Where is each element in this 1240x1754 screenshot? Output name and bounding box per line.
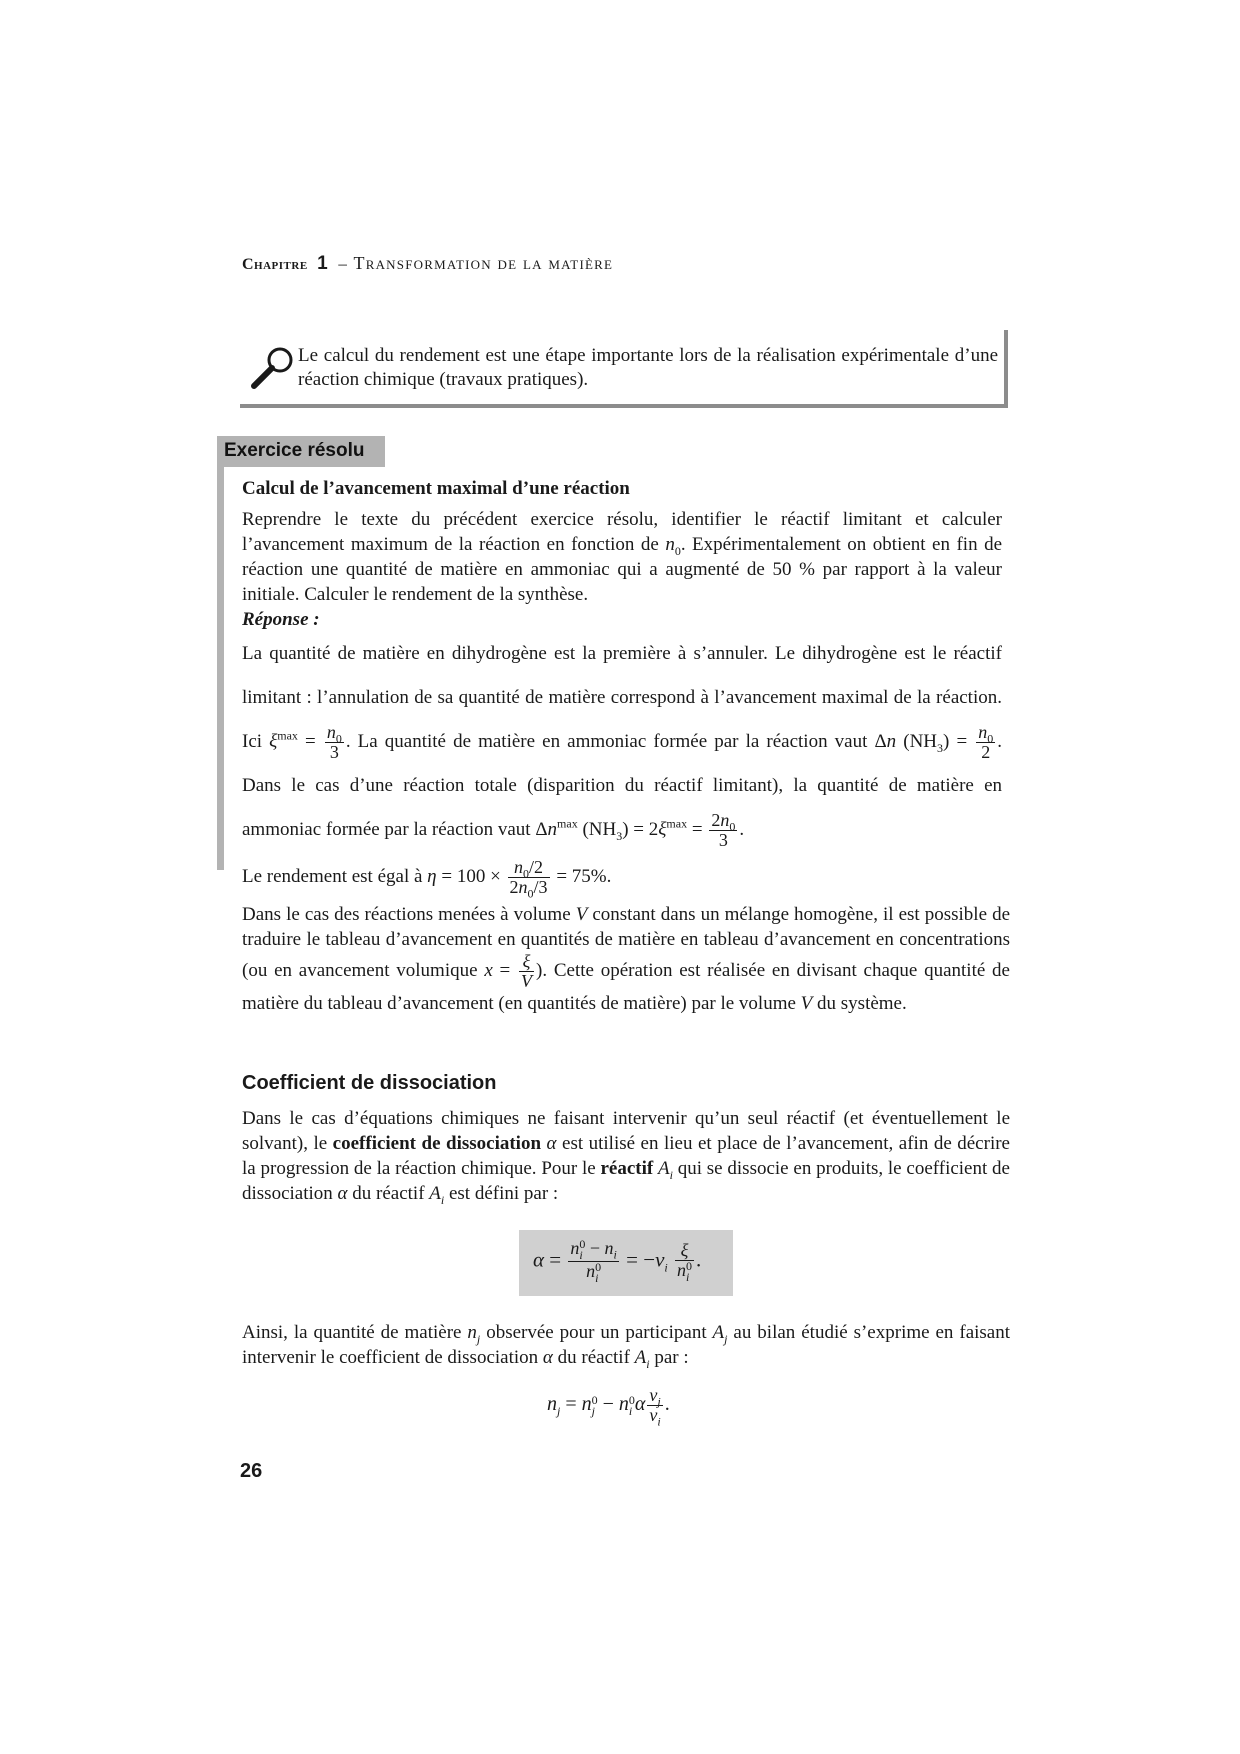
exercise-title: Calcul de l’avancement maximal d’une réaction xyxy=(242,478,630,499)
dissociation-formula-box xyxy=(519,1230,733,1296)
magnifier-icon xyxy=(250,344,298,392)
exercise-body xyxy=(242,476,1002,902)
remark-box xyxy=(240,330,1008,408)
exercise-statement: Reprendre le texte du précédent exercice résolu, identifier le réactif limitant et calculer l’avancement maximum de la réaction en fonction de $n_0$. Expérimentalement on obtient en fin de réaction une quantité de matière en ammoniac qui a augmenté de 50 % par rapport à la valeur initiale. Calculer le rendement de la synthèse. xyxy=(242,509,1003,605)
dissociation-formula: α = n 0 i − $n_i$ n 0 i = $-\nu_i$ ξ n 0 i . xyxy=(533,1237,702,1285)
page-number: 26 xyxy=(240,1460,263,1482)
exercise-side-bar xyxy=(217,467,224,870)
remark-text: Le calcul du rendement est une étape importante lors de la réalisation expérimentale d’une réaction chimique (travaux pratiques). xyxy=(298,345,998,390)
header-separator: – xyxy=(338,254,349,273)
section-heading: Coefficient de dissociation xyxy=(242,1072,497,1094)
participant-formula: $n_j = n$ 0 j − n 0 i α $\frac{\nu_j}{\nu_i}$ . xyxy=(547,1385,670,1429)
fraction: $\frac{n_0}{2}$ xyxy=(978,722,994,763)
chapter-number: 1 xyxy=(317,253,329,274)
yield-value: 75% xyxy=(571,866,607,887)
exercise-tab xyxy=(217,436,385,467)
chapter-word: Chapitre xyxy=(242,256,308,273)
running-header xyxy=(242,253,613,275)
remark-shadow-right xyxy=(1004,330,1008,408)
fraction: $\frac{\xi}{V}$ xyxy=(521,951,533,991)
fraction: $\frac{2n_0}{3}$ xyxy=(711,810,736,851)
fraction: $\frac{n_0/2}{2n_0/3}$ xyxy=(509,857,548,901)
chapter-title: Transformation de la matière xyxy=(353,253,614,273)
yield-line: Le rendement est égal à η = 100 × $\frac{n_0/2}{2n_0/3}$ = 75%. xyxy=(242,857,612,901)
exercise-tab-label: Exercice résolu xyxy=(224,440,365,461)
answer-label: Réponse : xyxy=(242,609,320,630)
fraction: $\frac{n_0}{3}$ xyxy=(326,722,342,763)
paragraph-volumic-advancement: Dans le cas des réactions menées à volume V constant dans un mélange homogène, il est possible de traduire le tableau d’avancement en quantités de matière en tableau d’avancement en concentrations (ou en avancement volumique x = $\frac{\xi}{V}$ ). Cette opération est réalisée en divisant chaque quantité de matière du tableau d’avancement (en quantités de matière) par le volume V du système. xyxy=(242,904,1010,1014)
paragraph-participant: Ainsi, la quantité de matière $n_j$ observée pour un participant $A_j$ au bilan étudié s’exprime en faisant intervenir le coefficient de dissociation α du réactif $A_i$ par : xyxy=(242,1322,1011,1371)
answer-text: La quantité de matière en dihydrogène est la première à s’annuler. Le dihydrogène est le réactif limitant : l’annulation de sa quantité de matière correspond à l’avancement maximal de la réaction. Ici $\xi^{max}$ = $\frac{n_0}{3}$ . La quantité de matière en ammoniac formée par la réaction vaut Δn $(NH_3)$ = $\frac{n_0}{2}$ . Dans le cas d’une réaction totale (disparition du réactif limitant), la quantité de matière en ammoniac formée par la réaction vaut $\Delta n^{max}$ $(NH_3) = 2\xi^{max}$ = $\frac{2n_0}{3}$ . xyxy=(242,643,1002,851)
remark-shadow-bottom xyxy=(240,404,1008,408)
paragraph-dissociation: Dans le cas d’équations chimiques ne faisant intervenir qu’un seul réactif (et éventuellement le solvant), le coefficient de dissociation α est utilisé en lieu et place de l’avancement, afin de décrire la progression de la réaction chimique. Pour le réactif $A_i$ qui se dissocie en produits, le coefficient de dissociation α du réactif $A_i$ est défini par : xyxy=(242,1108,1010,1207)
